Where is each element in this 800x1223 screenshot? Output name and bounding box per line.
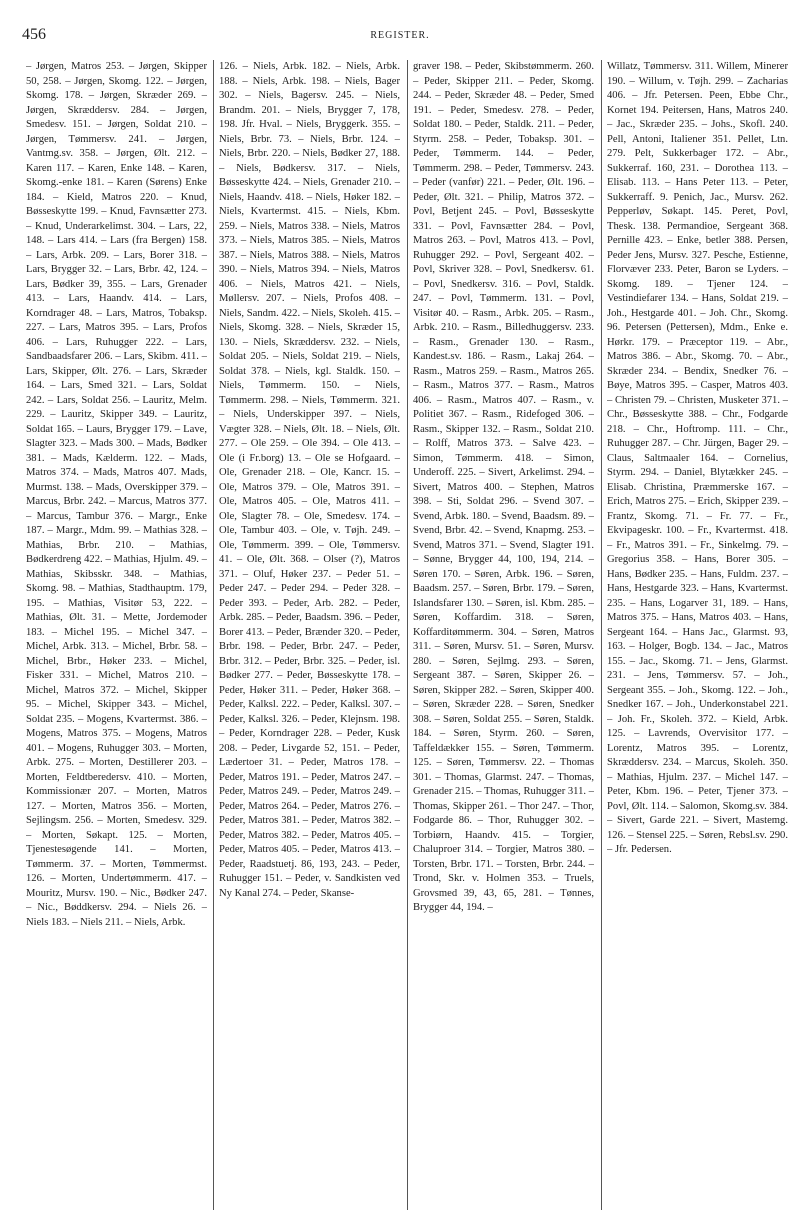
page-number: 456 (22, 26, 46, 43)
column-divider (407, 60, 408, 1210)
register-column-3 (413, 60, 594, 1210)
register-entries: 126. – Niels, Arbk. 182. – Niels, Arbk. 188. – Niels, Arbk. 198. – Niels, Bager 302. – Niels, Bagersv. 245. – Niels, Brandm. 201. – Niels, Brygger 7, 178, 198. Jfr. Hval. – Niels, Bryggerk. 355. – Niels, Brbr. 73. – Niels, Brbr. 124. – Niels, Brbr. 220. – Niels, Bødker 27, 188. – Niels, Bødkersv. 317. – Niels, Bøsseskytte 424. – Niels, Grenader 210. – Niels, Haandv. 418. – Niels, Høker 182. – Niels, Kvartermst. 415. – Niels, Kbm. 259. – Niels, Matros 338. – Niels, Matros 373. – Niels, Matros 385. – Niels, Matros 387. – Niels, Matros 388. – Niels, Matros 390. – Niels, Matros 394. – Niels, Matros 406. – Niels, Matros 421. – Niels, Møllersv. 207. – Niels, Profos 408. – Niels, Sandm. 422. – Niels, Skoleh. 415. – Niels, Skomg. 328. – Niels, Skræder 15, 130. – Niels, Skræddersv. 232. – Niels, Soldat 205. – Niels, Soldat 219. – Niels, Soldat 378. – Niels, kgl. Staldk. 150. – Niels, Tømmerm. 150. – Niels, Tømmerm. 298. – Niels, Tømmerm. 321. – Niels, Underskipper 397. – Niels, Vægter 328. – Niels, Ølt. 18. – Niels, Ølt. 277. – Ole 259. – Ole 394. – Ole 413. – Ole (i Fr.borg) 13. – Ole se Hofgaard. – Ole, Grenader 218. – Ole, Kancr. 15. – Ole, Matros 379. – Ole, Matros 391. – Ole, Matros 405. – Ole, Matros 411. – Ole, Slagter 78. – Ole, Smedesv. 174. – Ole, Tambur 403. – Ole, v. Tøjh. 249. – Ole, Tømmerm. 399. – Ole, Tømmersv. 41. – Ole, Ølt. 368. – Olser (?), Matros 371. – Oluf, Høker 237. – Peder 51. – Peder 247. – Peder 294. – Peder 328. – Peder 393. – Peder, Arb. 282. – Peder, Arbk. 285. – Peder, Baadsm. 396. – Peder, Borer 413. – Peder, Brænder 320. – Peder, Brbr. 198. – Peder, Brbr. 247. – Peder, Brbr. 312. – Peder, Brbr. 325. – Peder, isl. Bødker 277. – Peder, Bøsseskytte 178. – Peder, Høker 311. – Peder, Høker 368. – Peder, Kalksl. 222. – Peder, Kalksl. 307. – Peder, Kalksl. 326. – Peder, Klejnsm. 198. – Peder, Korndrager 228. – Peder, Kusk 208. – Peder, Livgarde 52, 151. – Peder, Lædertoer 31. – Peder, Matros 178. – Peder, Matros 191. – Peder, Matros 247. – Peder, Matros 249. – Peder, Matros 249. – Peder, Matros 264. – Peder, Matros 276. – Peder, Matros 381. – Peder, Matros 382. – Peder, Matros 382. – Peder, Matros 405. – Peder, Matros 405. – Peder, Matros 413. – Peder, Raadstuetj. 86, 193, 243. – Peder, Ruhugger 151. – Peder, v. Sandkisten ved Ny Kanal 274. – Peder, Skanse- (219, 61, 400, 899)
register-columns (22, 60, 788, 1210)
page-header (22, 26, 778, 46)
register-entries: – Jørgen, Matros 253. – Jørgen, Skipper 50, 258. – Jørgen, Skomg. 122. – Jørgen, Skomg. 178. – Jørgen, Skræder 269. – Jørgen, Skræddersv. 284. – Jørgen, Smedesv. 151. – Jørgen, Soldat 210. – Jørgen, Tømmersv. 241. – Jørgen, Vantmg.sv. 358. – Jørgen, Ølt. 212. – Karen 117. – Karen, Enke 148. – Karen, Skomg.-enke 181. – Karen (Sørens) Enke 184. – Kield, Matros 220. – Knud, Bøsseskytte 199. – Knud, Favnsætter 273. – Knud, Underarkelimst. 304. – Lars, 22, 148. – Lars 414. – Lars (fra Bergen) 158. – Lars, Arbk. 209. – Lars, Borer 318. – Lars, Brygger 32. – Lars, Brbr. 42, 124. – Lars, Bødker 39, 355. – Lars, Grenader 413. – Lars, Haandv. 414. – Lars, Korndrager 48. – Lars, Matros, Tobaksp. 227. – Lars, Matros 395. – Lars, Profos 406. – Lars, Ruhugger 222. – Lars, Sandbaadsfarer 206. – Lars, Skibm. 411. – Lars, Skipper, Ølt. 276. – Lars, Skræder 164. – Lars, Smed 321. – Lars, Soldat 242. – Lars, Soldat 256. – Lauritz, Melm. 229. – Lauritz, Skipper 349. – Lauritz, Soldat 165. – Laurs, Brygger 179. – Lave, Slagter 323. – Mads 300. – Mads, Bødker 381. – Mads, Kælderm. 122. – Mads, Matros 374. – Mads, Matros 407. Mads, Murmst. 138. – Mads, Overskipper 379. – Marcus, Brbr. 242. – Marcus, Matros 377. – Marcus, Tambur 376. – Margr., Enke 187. – Margr., Mdm. 99. – Mathias 328. – Mathias, Brbr. 210. – Mathias, Bødkerdreng 422. – Mathias, Hjulm. 49. – Mathias, Skibsskr. 348. – Mathias, Skomg. 98. – Mathias, Stadthauptm. 179, 195. – Mathias, Visitør 53, 222. – Mathias, Ølt. 31. – Mette, Jordemoder 183. – Michel 195. – Michel 347. – Michel, Arbk. 313. – Michel, Brbr. 58. – Michel, Brbr., Høker 233. – Michel, Fisker 331. – Michel, Matros 210. – Michel, Matros 372. – Michel, Skipper 95. – Michel, Skipper 343. – Michel, Soldat 235. – Mogens, Kvartermst. 386. – Mogens, Matros 375. – Mogens, Matros 401. – Mogens, Ruhugger 303. – Morten, Arbk. 275. – Morten, Destillerer 203. – Morten, Feldtberedersv. 410. – Morten, Kommissionær 207. – Morten, Matros 127. – Morten, Matros 356. – Morten, Sejlingsm. 256. – Morten, Smedesv. 329. – Morten, Søkapt. 125. – Morten, Tjenestesøgende 141. – Morten, Tømmerm. 37. – Morten, Tømmermst. 126. – Morten, Undertømmerm. 417. – Mouritz, Mursv. 190. – Nic., Bødker 247. – Nic., Bøddkersv. 294. – Niels 26. – Niels 183. – Niels 211. – Niels, Arbk. (26, 61, 207, 928)
column-divider (213, 60, 214, 1210)
register-entries: graver 198. – Peder, Skibstømmerm. 260. – Peder, Skipper 211. – Peder, Skomg. 244. – Peder, Skræder 48. – Peder, Smed 191. – Peder, Smedesv. 278. – Peder, Soldat 180. – Peder, Staldk. 211. – Peder, Styrm. 258. – Peder, Tobaksp. 301. – Peder, Tømmerm. 144. – Peder, Tømmerm. 298. – Peder, Tømmersv. 243. – Peder (vanfør) 221. – Peder, Ølt. 196. – Peder, Ølt. 321. – Philip, Matros 372. – Povl, Betjent 245. – Povl, Bøsseskytte 331. – Povl, Favnsætter 284. – Povl, Matros 263. – Povl, Matros 413. – Povl, Ruhugger 292. – Povl, Sergeant 402. – Povl, Skriver 328. – Povl, Snedkersv. 61. – Povl, Snedkersv. 316. – Povl, Staldk. 247. – Povl, Tømmerm. 131. – Povl, Visitør 40. – Rasm., Arbk. 205. – Rasm., Arbk. 210. – Rasm., Billedhuggersv. 233. – Rasm., Grenader 130. – Rasm., Kandest.sv. 186. – Rasm., Lakaj 264. – Rasm., Matros 259. – Rasm., Matros 265. – Rasm., Matros 377. – Rasm., Matros 406. – Rasm., Matros 407. – Rasm., v. Politiet 367. – Rasm., Ridefoged 306. – Rasm., Skipper 132. – Rasm., Soldat 210. – Rolff, Matros 373. – Salve 423. – Simon, Tømmerm. 418. – Simon, Underoff. 225. – Sivert, Arkelimst. 294. – Sivert, Matros 400. – Stephen, Matros 398. – Sti, Soldat 296. – Svend 307. – Svend, Arbk. 180. – Svend, Baadsm. 89. – Svend, Brbr. 42. – Svend, Knapmg. 253. – Svend, Matros 371. – Svend, Slagter 191. – Sønne, Brygger 44, 100, 194, 214. – Søren 170. – Søren, Arbk. 196. – Søren, Baadsm. 257. – Søren, Brbr. 179. – Søren, Islandsfarer 130. – Søren, isl. Kbm. 285. – Søren, Koffardim. 318. – Søren, Koffarditømmerm. 304. – Søren, Matros 311. – Søren, Mursv. 51. – Søren, Mursv. 280. – Søren, Sejlmg. 293. – Søren, Sergeant 387. – Søren, Skipper 26. – Søren, Skipper 282. – Søren, Skipper 400. – Søren, Skræder 228. – Søren, Snedker 308. – Søren, Soldat 255. – Søren, Staldk. 184. – Søren, Styrm. 260. – Søren, Taffeldækker 155. – Søren, Tømmerm. 125. – Søren, Tømmersv. 22. – Thomas 301. – Thomas, Glarmst. 247. – Thomas, Grenader 215. – Thomas, Ruhugger 311. – Thomas, Skipper 261. – Thor 247. – Thor, Fodgarde 86. – Thor, Ruhugger 302. – Torbiørn, Haandv. 415. – Torgier, Chaluproer 314. – Torgier, Matros 380. – Torsten, Brbr. 171. – Torsten, Brbr. 244. – Trond, Skr. v. Holmen 353. – Truels, Grovsmed 39, 43, 65, 281. – Tønnes, Brygger 44, 194. – (413, 61, 594, 913)
register-column-1 (26, 60, 207, 1210)
column-divider (601, 60, 602, 1210)
register-column-2 (219, 60, 400, 1210)
running-head: REGISTER. (370, 30, 430, 41)
register-column-4 (607, 60, 788, 1210)
register-entries: Willatz, Tømmersv. 311. Willem, Minerer 190. – Willum, v. Tøjh. 299. – Zacharias 406. – Jfr. Petersen. Peen, Ebbe Chr., Kornet 194. Peitersen, Hans, Matros 240. – Jac., Skræder 235. – Johs., Skofl. 240. Pell, Antoni, Italiener 351. Pellet, Ltn. 279. Pelt, Sukkerbager 172. – Abr., Sukkerraf. 160, 231. – Dorothea 113. – Elisab. 113. – Hans Peter 113. – Peter, Sukkerraff. 9. Penich, Jac., Mursv. 262. Pepperløv, Søkapt. 145. Peret, Povl, Thesk. 138. Permandioe, Sergeant 368. Pernille 423. – Enke, betler 388. Persen, Peder Jens, Mursv. 327. Pesche, Estienne, Florvæver 233. Peter, Baron se Lyders. – Skomg. 189. – Tjener 124. – Vestindiefarer 134. – Hans, Soldat 219. – Joh., Hestgarde 401. – Joh. Chr., Skomg. 96. Petersen (Pettersen), Mdm., Enke e. Hørkr. 179. – Præceptor 119. – Abr., Matros 386. – Abr., Skomg. 70. – Abr., Skræder 234. – Bendix, Snedker 76. – Bøye, Matros 395. – Casper, Matros 403. – Christen 79. – Christen, Musketer 371. – Chr., Bøsseskytte 388. – Chr., Fodgarde 218. – Chr., Hoftromp. 111. – Chr., Ruhugger 287. – Chr. Jürgen, Bager 29. – Claus, Saltmaaler 164. – Cornelius, Styrm. 294. – Daniel, Blytækker 245. – Elisab. Christina, Præmmerske 167. – Erich, Matros 275. – Erich, Skipper 239. – Frantz, Skomg. 71. – Fr. 77. – Fr., Ekvipageskr. 100. – Fr., Kvartermst. 418. – Fr., Matros 391. – Fr., Sinkelmg. 79. – Gregorius 358. – Hans, Borer 305. – Hans, Bødker 235. – Hans, Fuldm. 237. – Hans, Hestgarde 323. – Hans, Kvartermst. 235. – Hans, Logarver 31, 189. – Hans, Matros 375. – Hans, Matros 403. – Hans, Sergeant 164. – Hans Jac., Glarmst. 93, 163. – Holger, Bogb. 134. – Jac., Matros 155. – Jac., Skomg. 71. – Jens, Glarmst. 231. – Jens, Tømmersv. 57. – Joh., Sergeant 355. – Joh., Skomg. 122. – Joh., Snedker 167. – Joh., Underkonstabel 221. – Joh. Fr., Skoleh. 372. – Kield, Arbk. 125. – Lavrends, Overvisitor 177. – Lorentz, Matros 395. – Lorentz, Skræddersv. 234. – Marcus, Skoleh. 350. – Mathias, Hjulm. 237. – Michel 147. – Peter, Kbm. 196. – Peter, Tjener 373. – Povl, Ølt. 114. – Salomon, Skomg.sv. 384. – Sivert, Garde 221. – Sivert, Mastemg. 126. – Stensel 225. – Søren, Rebsl.sv. 290. – Jfr. Pedersen. (607, 61, 788, 855)
